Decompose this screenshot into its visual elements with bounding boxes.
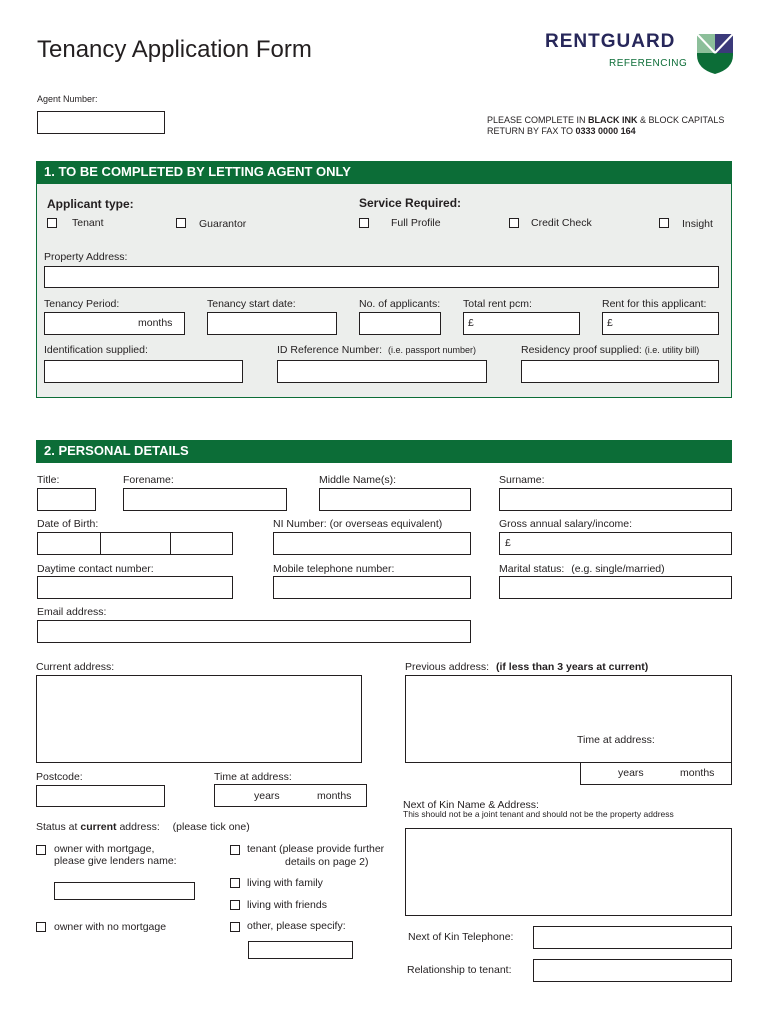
ni-input[interactable] [273,532,471,555]
agent-number-label: Agent Number: [37,94,98,104]
salary-input[interactable] [499,532,732,555]
previous-address-hint: (if less than 3 years at current) [495,661,649,673]
page-title: Tenancy Application Form [37,36,312,63]
previous-address-input[interactable] [405,675,732,763]
no-applicants-input[interactable] [359,312,441,335]
daytime-label: Daytime contact number: [37,563,154,575]
current-address-input[interactable] [36,675,362,763]
current-time-years: years [254,790,280,802]
ni-label: NI Number: (or overseas equivalent) [273,518,443,530]
tenancy-start-input[interactable] [207,312,337,335]
full-profile-label: Full Profile [391,217,441,229]
id-supplied-label: Identification supplied: [44,344,148,356]
marital-label [499,563,665,575]
tenancy-period-label: Tenancy Period: [44,298,120,310]
dob-day-input[interactable] [37,532,101,555]
agent-number-input[interactable] [37,111,165,134]
dob-label: Date of Birth: [37,518,99,530]
residency-label [521,344,699,356]
tenant-status-label-1: tenant (please provide further [247,843,385,855]
status-post: address: [116,821,160,833]
id-ref-input[interactable] [277,360,487,383]
previous-time-label: Time at address: [577,734,655,746]
lender-name-input[interactable] [54,882,195,900]
id-supplied-input[interactable] [44,360,243,383]
forename-label: Forename: [123,474,174,486]
status-hint: (please tick one) [172,821,250,833]
rent-applicant-currency: £ [607,317,613,329]
mobile-label: Mobile telephone number: [273,563,395,575]
id-ref-label [277,344,476,356]
forename-input[interactable] [123,488,287,511]
kin-note: This should not be a joint tenant and should not be the property address [403,809,674,819]
current-time-label: Time at address: [214,771,292,783]
postcode-input[interactable] [36,785,165,807]
title-label: Title: [37,474,60,486]
status-pre: Status at [36,821,81,833]
middle-name-input[interactable] [319,488,471,511]
tenant-checkbox[interactable] [47,218,57,228]
status-label [36,821,250,833]
salary-currency: £ [505,537,511,549]
tenant-status-label-2: details on page 2) [285,856,369,868]
kin-tel-input[interactable] [533,926,732,949]
brand-logo-text: RENTGUARD [545,31,676,52]
marital-input[interactable] [499,576,732,599]
family-checkbox[interactable] [230,878,240,888]
service-required-label: Service Required: [359,196,462,210]
dob-year-input[interactable] [170,532,233,555]
credit-check-label: Credit Check [531,217,592,229]
other-checkbox[interactable] [230,922,240,932]
instructions-line1 [487,115,724,125]
instr1-post: & BLOCK CAPITALS [637,115,725,125]
current-address-label: Current address: [36,661,115,673]
residency-text: Residency proof supplied: [521,344,642,356]
daytime-input[interactable] [37,576,233,599]
kin-address-input[interactable] [405,828,732,916]
other-specify-input[interactable] [248,941,353,959]
title-input[interactable] [37,488,96,511]
instr1-bold: BLACK INK [588,115,638,125]
mobile-input[interactable] [273,576,471,599]
shield-logo-icon [696,33,734,75]
brand-sub-text: REFERENCING [609,58,688,69]
total-rent-label: Total rent pcm: [463,298,532,310]
owner-mortgage-label-2: please give lenders name: [54,855,177,867]
relationship-label: Relationship to tenant: [407,964,512,976]
rent-applicant-input[interactable] [602,312,719,335]
insight-checkbox[interactable] [659,218,669,228]
surname-label: Surname: [499,474,545,486]
current-time-months: months [317,790,352,802]
dob-month-input[interactable] [100,532,171,555]
status-bold: current [80,821,117,833]
tenancy-period-months: months [138,317,173,329]
relationship-input[interactable] [533,959,732,982]
family-label: living with family [247,877,323,889]
friends-checkbox[interactable] [230,900,240,910]
total-rent-currency: £ [468,317,474,329]
applicant-type-label: Applicant type: [47,197,134,211]
section2-header: 2. PERSONAL DETAILS [36,440,732,463]
insight-label: Insight [682,218,713,230]
owner-no-mortgage-label: owner with no mortgage [54,921,167,933]
kin-label: Next of Kin Name & Address: [403,799,539,811]
tenant-status-checkbox[interactable] [230,845,240,855]
previous-address-text: Previous address: [405,661,490,673]
email-label: Email address: [37,606,107,618]
instr2-pre: RETURN BY FAX TO [487,126,576,136]
marital-text: Marital status: [499,563,565,575]
fax-number: 0333 0000 164 [575,126,636,136]
friends-label: living with friends [247,899,327,911]
tenancy-start-label: Tenancy start date: [207,298,296,310]
instructions-line2 [487,126,636,136]
guarantor-checkbox[interactable] [176,218,186,228]
no-applicants-label: No. of applicants: [359,298,441,310]
full-profile-checkbox[interactable] [359,218,369,228]
guarantor-label: Guarantor [199,218,247,230]
property-address-label: Property Address: [44,251,128,263]
residency-input[interactable] [521,360,719,383]
total-rent-input[interactable] [463,312,580,335]
other-label: other, please specify: [247,920,346,932]
previous-address-label [405,661,648,673]
surname-input[interactable] [499,488,732,511]
residency-hint: (i.e. utility bill) [644,345,700,355]
previous-time-months: months [680,767,715,779]
salary-label: Gross annual salary/income: [499,518,633,530]
owner-mortgage-checkbox[interactable] [36,845,46,855]
owner-no-mortgage-checkbox[interactable] [36,922,46,932]
marital-hint: (e.g. single/married) [571,563,665,575]
id-ref-hint: (i.e. passport number) [387,345,477,355]
property-address-input[interactable] [44,266,719,288]
middle-name-label: Middle Name(s): [319,474,397,486]
postcode-label: Postcode: [36,771,83,783]
section1-header: 1. TO BE COMPLETED BY LETTING AGENT ONLY [36,161,732,184]
previous-time-years: years [618,767,644,779]
credit-check-checkbox[interactable] [509,218,519,228]
owner-mortgage-label-1: owner with mortgage, [54,843,155,855]
id-ref-text: ID Reference Number: [277,344,383,356]
kin-tel-label: Next of Kin Telephone: [408,931,514,943]
email-input[interactable] [37,620,471,643]
tenant-label: Tenant [72,217,104,229]
rent-applicant-label: Rent for this applicant: [602,298,707,310]
instr1-pre: PLEASE COMPLETE IN [487,115,589,125]
